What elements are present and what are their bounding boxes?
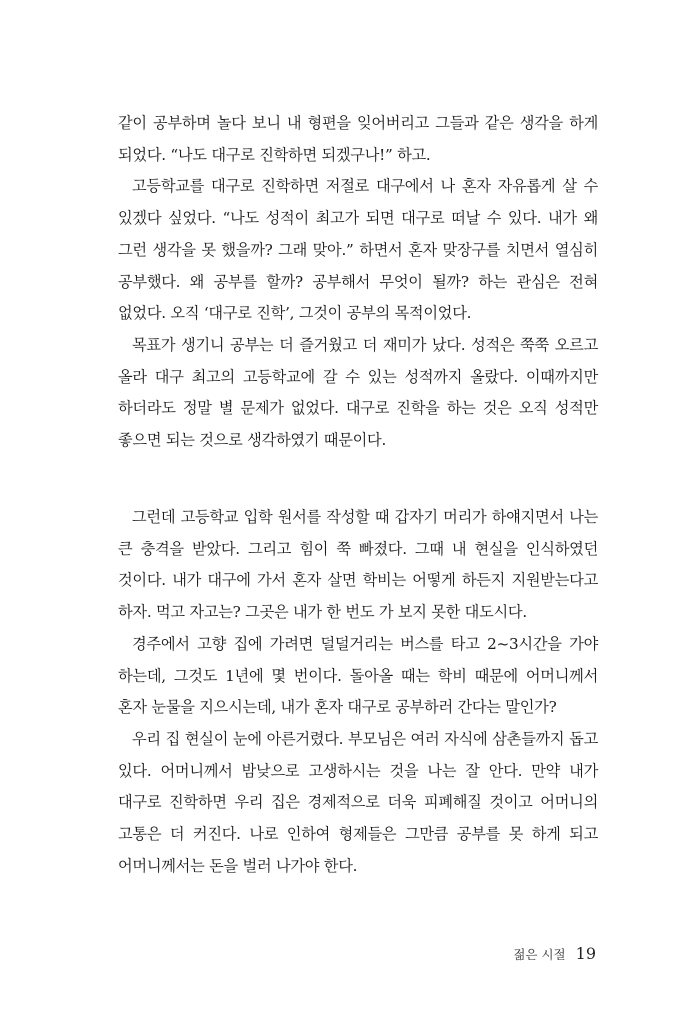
page-number: 19 xyxy=(575,944,596,963)
paragraph: 그런데 고등학교 입학 원서를 작성할 때 갑자기 머리가 하얘지면서 나는 큰 충격을 받았다. 그리고 힘이 쭉 빠졌다. 그때 내 현실을 인식하였던 것이다. 내가 대구에 가서 혼자 살면 학비는 어떻게 하든지 지원받는다고 하자. 먹고 자고는? 그곳은 내가 한 번도 가 보지 못한 대도시다. xyxy=(118,508,598,622)
page-footer xyxy=(513,944,596,963)
paragraph: 경주에서 고향 집에 가려면 덜덜거리는 버스를 타고 2~3시간을 가야 하는데, 그것도 1년에 몇 번이다. 돌아올 때는 학비 때문에 어머니께서 혼자 눈물을 지으시는데, 내가 혼자 대구로 공부하러 간다는 말인가? xyxy=(118,634,598,717)
running-section-title: 젊은 시절 xyxy=(513,947,566,962)
paragraph: 같이 공부하며 놀다 보니 내 형편을 잊어버리고 그들과 같은 생각을 하게 되었다. “나도 대구로 진학하면 되겠구나!” 하고. xyxy=(118,114,598,164)
paragraph: 목표가 생기니 공부는 더 즐거웠고 더 재미가 났다. 성적은 쭉쭉 오르고 올라 대구 최고의 고등학교에 갈 수 있는 성적까지 올랐다. 이때까지만 하더라도 정말 별 문제가 없었다. 대구로 진학을 하는 것은 오직 성적만 좋으면 되는 것으로 생각하였기 때문이다. xyxy=(118,335,598,450)
text-block-top xyxy=(118,108,598,457)
paragraph: 고등학교를 대구로 진학하면 저절로 대구에서 나 혼자 자유롭게 살 수 있겠다 싶었다. “나도 성적이 최고가 되면 대구로 떠날 수 있다. 내가 왜 그런 생각을 못 했을까? 그래 맞아.” 하면서 혼자 맞장구를 치면서 열심히 공부했다. 왜 공부를 할까? 공부해서 무엇이 될까? 하는 관심은 전혀 없었다. 오직 ‘대구로 진학’, 그것이 공부의 목적이었다. xyxy=(118,177,598,323)
paragraph: 우리 집 현실이 눈에 아른거렸다. 부모님은 여러 자식에 삼촌들까지 돕고 있다. 어머니께서 밤낮으로 고생하시는 것을 나는 잘 안다. 만약 내가 대구로 진학하면 우리 집은 경제적으로 더욱 피폐해질 것이고 어머니의 고통은 더 커진다. 나로 인하여 형제들은 그만큼 공부를 못 하게 되고 어머니께서는 돈을 벌러 나가야 한다. xyxy=(118,729,598,875)
text-block-bottom xyxy=(118,502,598,882)
